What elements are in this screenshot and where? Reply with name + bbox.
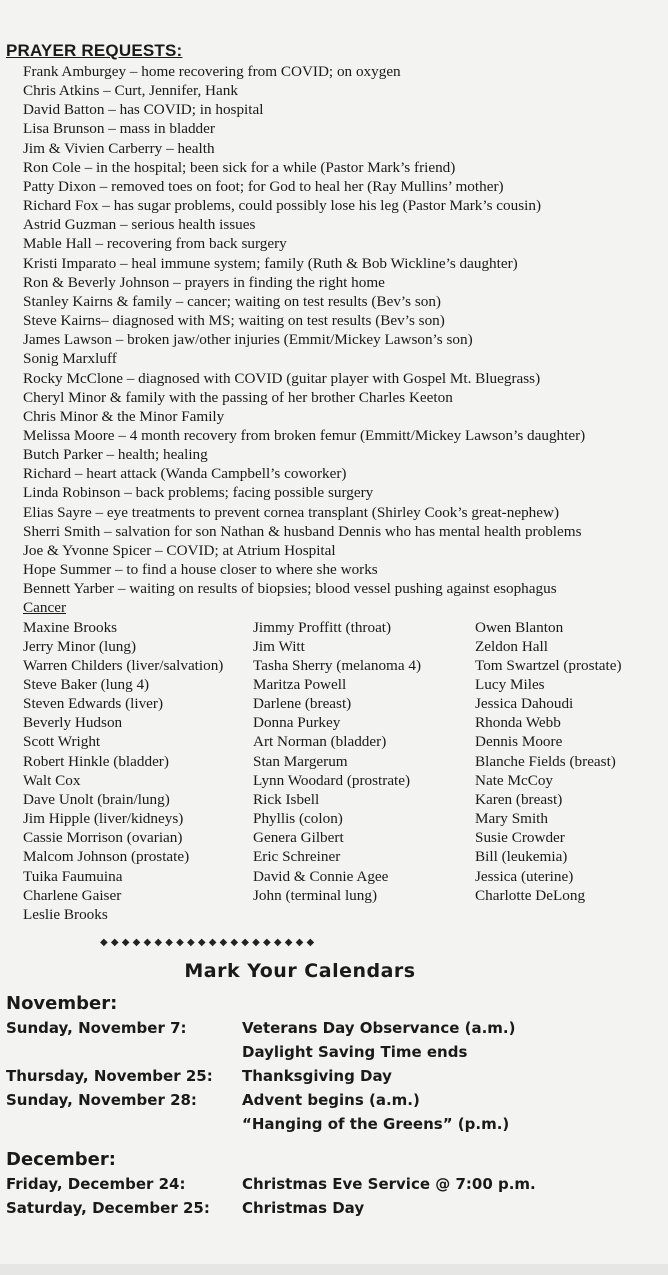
- prayer-request-item: Linda Robinson – back problems; facing possible surgery: [23, 484, 374, 502]
- event-date: [6, 1040, 242, 1064]
- prayer-request-item: Cheryl Minor & family with the passing of her brother Charles Keeton: [23, 388, 453, 406]
- event-name: Daylight Saving Time ends: [242, 1043, 468, 1061]
- calendar-event-row: [6, 1064, 536, 1088]
- cancer-list-item: Tuika Faumuina: [23, 867, 123, 885]
- cancer-list-item: Dave Unolt (brain/lung): [23, 790, 170, 808]
- cancer-list-item: Genera Gilbert: [253, 829, 344, 847]
- event-date: Friday, December 24:: [6, 1175, 186, 1193]
- cancer-list-item: Eric Schreiner: [253, 848, 341, 866]
- calendar-event-row: [6, 1196, 536, 1220]
- prayer-request-item: Chris Minor & the Minor Family: [23, 407, 225, 425]
- cancer-list-item: Dennis Moore: [475, 733, 563, 751]
- prayer-request-item: Kristi Imparato – heal immune system; family (Ruth & Bob Wickline’s daughter): [23, 254, 518, 272]
- cancer-list-item: Tom Swartzel (prostate): [475, 656, 622, 674]
- cancer-list-item: Zeldon Hall: [475, 637, 548, 655]
- cancer-list-item: Blanche Fields (breast): [475, 752, 616, 770]
- cancer-list-item: Jim Hipple (liver/kidneys): [23, 810, 184, 828]
- cancer-list-item: John (terminal lung): [253, 886, 378, 904]
- event-date: Saturday, December 25:: [6, 1199, 210, 1217]
- cancer-list-item: Bill (leukemia): [475, 848, 568, 866]
- cancer-list-grid: [23, 618, 622, 924]
- cancer-list-item: Owen Blanton: [475, 618, 564, 636]
- cancer-list-item: Lynn Woodard (prostrate): [253, 771, 411, 789]
- prayer-request-item: Richard Fox – has sugar problems, could possibly lose his leg (Pastor Mark’s cousin): [23, 197, 542, 215]
- prayer-request-item: Melissa Moore – 4 month recovery from broken femur (Emmitt/Mickey Lawson’s daughter): [23, 426, 586, 444]
- cancer-list-item: Donna Purkey: [253, 714, 341, 732]
- cancer-column: [23, 618, 223, 925]
- cancer-list-item: Stan Margerum: [253, 752, 348, 770]
- cancer-list-item: Leslie Brooks: [23, 905, 108, 923]
- cancer-list-item: Robert Hinkle (bladder): [23, 752, 169, 770]
- prayer-request-item: Patty Dixon – removed toes on foot; for God to heal her (Ray Mullins’ mother): [23, 177, 504, 195]
- prayer-request-item: David Batton – has COVID; in hospital: [23, 101, 264, 119]
- cancer-list-item: Beverly Hudson: [23, 714, 123, 732]
- prayer-request-item: James Lawson – broken jaw/other injuries (Emmit/Mickey Lawson’s son): [23, 331, 473, 349]
- cancer-heading: Cancer: [23, 599, 67, 617]
- cancer-list-item: Charlotte DeLong: [475, 886, 586, 904]
- prayer-request-item: Rocky McClone – diagnosed with COVID (guitar player with Gospel Mt. Bluegrass): [23, 369, 541, 387]
- cancer-list-item: Jessica Dahoudi: [475, 695, 574, 713]
- prayer-request-item: Bennett Yarber – waiting on results of biopsies; blood vessel pushing against esophagus: [23, 580, 557, 598]
- prayer-request-item: Ron & Beverly Johnson – prayers in finding the right home: [23, 273, 385, 291]
- calendar-event-row: [6, 1040, 536, 1064]
- cancer-list-item: Maxine Brooks: [23, 618, 118, 636]
- calendar-event-row: [6, 1016, 536, 1040]
- prayer-request-item: Butch Parker – health; healing: [23, 446, 208, 464]
- cancer-list-item: Jim Witt: [253, 637, 305, 655]
- cancer-list-item: Jerry Minor (lung): [23, 637, 137, 655]
- cancer-list-item: Mary Smith: [475, 810, 548, 828]
- cancer-list-item: Maritza Powell: [253, 676, 347, 693]
- month-heading: December:: [6, 1149, 116, 1170]
- prayer-request-item: Joe & Yvonne Spicer – COVID; at Atrium Hospital: [23, 541, 336, 559]
- cancer-list-item: Karen (breast): [475, 790, 563, 808]
- prayer-request-item: Richard – heart attack (Wanda Campbell’s coworker): [23, 465, 347, 483]
- event-date: Thursday, November 25:: [6, 1067, 213, 1085]
- cancer-list-item: Tasha Sherry (melanoma 4): [253, 656, 422, 674]
- event-date: [6, 1112, 242, 1136]
- prayer-request-item: Frank Amburgey – home recovering from COVID; on oxygen: [23, 63, 401, 80]
- event-name: Christmas Day: [242, 1199, 365, 1217]
- cancer-list-item: Cassie Morrison (ovarian): [23, 829, 183, 847]
- cancer-list-item: Rhonda Webb: [475, 714, 561, 732]
- calendar-event-row: [6, 1172, 536, 1196]
- diamond-divider: ◆ ◆ ◆ ◆ ◆ ◆ ◆ ◆ ◆ ◆ ◆ ◆ ◆ ◆ ◆ ◆ ◆ ◆ ◆ ◆: [100, 937, 315, 948]
- cancer-list-item: Scott Wright: [23, 733, 101, 751]
- prayer-requests-section: [6, 40, 622, 924]
- prayer-request-item: Sonig Marxluff: [23, 350, 117, 368]
- prayer-request-item: Chris Atkins – Curt, Jennifer, Hank: [23, 82, 238, 100]
- cancer-column: [475, 618, 622, 905]
- cancer-list-item: Nate McCoy: [475, 771, 554, 789]
- cancer-list-item: Steven Edwards (liver): [23, 695, 164, 713]
- event-name: Thanksgiving Day: [242, 1067, 392, 1085]
- cancer-list-item: Phyllis (colon): [253, 810, 343, 828]
- cancer-list-item: Art Norman (bladder): [253, 733, 387, 751]
- event-name: “Hanging of the Greens” (p.m.): [242, 1115, 510, 1133]
- prayer-requests-title: PRAYER REQUESTS:: [6, 41, 183, 60]
- cancer-list-item: Rick Isbell: [253, 790, 320, 808]
- event-date: Sunday, November 28:: [6, 1091, 197, 1109]
- prayer-request-item: Stanley Kairns & family – cancer; waiting on test results (Bev’s son): [23, 292, 441, 310]
- prayer-request-item: Ron Cole – in the hospital; been sick for a while (Pastor Mark’s friend): [23, 158, 456, 176]
- event-date: Sunday, November 7:: [6, 1019, 187, 1037]
- cancer-list-item: Charlene Gaiser: [23, 886, 122, 904]
- cancer-list-item: Malcom Johnson (prostate): [23, 848, 190, 866]
- cancer-column: [253, 618, 421, 905]
- prayer-request-item: Lisa Brunson – mass in bladder: [23, 120, 215, 138]
- prayer-request-item: Elias Sayre – eye treatments to prevent cornea transplant (Shirley Cook’s great-nephew): [23, 503, 560, 521]
- calendar-event-row: [6, 1112, 536, 1136]
- cancer-list-item: Lucy Miles: [475, 676, 545, 693]
- cancer-list-item: Darlene (breast): [253, 695, 352, 713]
- prayer-request-item: Mable Hall – recovering from back surgery: [23, 235, 287, 253]
- cancer-list-item: Jimmy Proffitt (throat): [253, 618, 392, 636]
- event-name: Advent begins (a.m.): [242, 1091, 420, 1109]
- prayer-request-item: Astrid Guzman – serious health issues: [23, 216, 256, 234]
- cancer-list-item: David & Connie Agee: [253, 867, 389, 885]
- month-heading: November:: [6, 993, 118, 1014]
- calendar-section: [6, 992, 536, 1220]
- calendar-title: Mark Your Calendars: [184, 960, 416, 982]
- calendar-event-row: [6, 1088, 536, 1112]
- prayer-request-list: [6, 62, 585, 598]
- cancer-list-item: Steve Baker (lung 4): [23, 676, 150, 693]
- prayer-request-item: Hope Summer – to find a house closer to where she works: [23, 561, 378, 579]
- cancer-list-item: Walt Cox: [23, 771, 81, 789]
- page-bottom-edge: [0, 1264, 668, 1275]
- cancer-list-item: Jessica (uterine): [475, 867, 574, 885]
- cancer-list-item: Susie Crowder: [475, 829, 565, 847]
- prayer-request-item: Sherri Smith – salvation for son Nathan & husband Dennis who has mental health problems: [23, 522, 582, 540]
- cancer-list-item: Warren Childers (liver/salvation): [23, 656, 224, 674]
- event-name: Veterans Day Observance (a.m.): [242, 1019, 516, 1037]
- prayer-request-item: Steve Kairns– diagnosed with MS; waiting on test results (Bev’s son): [23, 312, 445, 330]
- prayer-request-item: Jim & Vivien Carberry – health: [23, 139, 215, 157]
- event-name: Christmas Eve Service @ 7:00 p.m.: [242, 1175, 536, 1193]
